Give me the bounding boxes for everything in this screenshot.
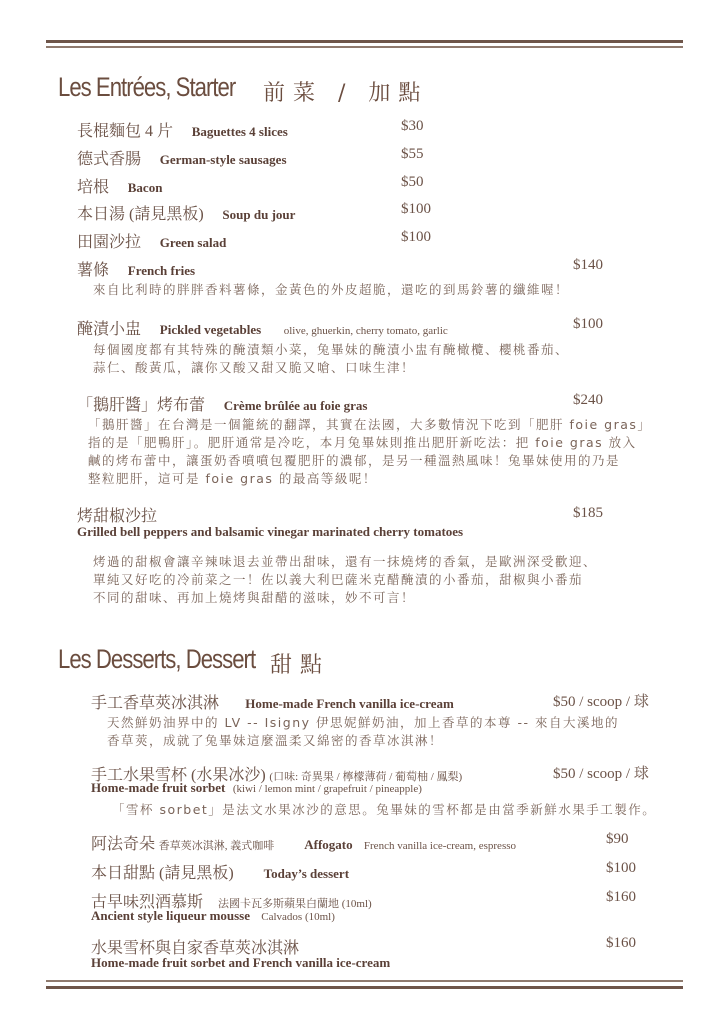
item-en: Ancient style liqueur mousse	[91, 908, 251, 923]
item-zh: 培根	[77, 179, 110, 196]
item-zh: 薯條	[77, 262, 110, 279]
menu-item	[77, 257, 195, 280]
item-description: 「鵝肝醬」在台灣是一個籠統的翻譯，其實在法國，大多數情況下吃到「肥肝 foie gras」 指的是「肥鴨肝」。肥肝通常是冷吃，本月兔畢妹則推出肥肝新吃法：把 foie gras 放入 鹹的烤布蕾中，讓蛋奶香噴噴包覆肥肝的濃郁，是另一種溫熱風味！兔畢妹使用的乃是 整粒肥肝，這可是 foie gras 的最高等級呢！	[88, 417, 652, 486]
item-price: $90	[606, 831, 629, 847]
item-en: Crème brûlée au foie gras	[223, 398, 368, 413]
menu-item-en-line	[91, 955, 390, 972]
item-en: German-style sausages	[159, 152, 287, 167]
top-rule-thin	[46, 46, 683, 48]
starters-title-en: Les Entrées, Starter	[58, 72, 236, 102]
item-description: 每個國度都有其特殊的醃漬類小菜，兔畢妹的醃漬小盅有醃橄欖、櫻桃番茄、 蒜仁、酸黃瓜，讓你又酸又甜又脆又嗆、口味生津！	[93, 342, 570, 375]
item-en: Grilled bell peppers and balsamic vinegar marinated cherry tomatoes	[77, 524, 464, 539]
item-zh-note: 法國卡瓦多斯蘋果白蘭地 (10ml)	[218, 898, 372, 910]
item-zh: 阿法奇朵	[91, 836, 156, 853]
item-en: Home-made fruit sorbet and French vanilla ice-cream	[91, 955, 391, 970]
item-price: $50 / scoop / 球	[553, 766, 649, 782]
item-price: $240	[573, 392, 603, 408]
item-zh: 田園沙拉	[77, 234, 142, 251]
item-price: $50	[401, 174, 424, 190]
menu-item	[91, 690, 454, 713]
item-zh: 烤甜椒沙拉	[77, 508, 158, 525]
item-description: 來自比利時的胖胖香料薯條，金黃色的外皮超脆，還吃的到馬鈴薯的纖維喔！	[93, 282, 570, 297]
item-zh: 手工水果雪杯 (水果冰沙)	[91, 767, 266, 784]
menu-item	[77, 146, 287, 169]
item-en: Soup du jour	[222, 207, 296, 222]
menu-item	[77, 229, 226, 252]
item-price: $160	[606, 935, 636, 951]
desserts-title-zh: 甜點	[270, 653, 331, 678]
item-zh: 德式香腸	[77, 151, 142, 168]
item-en: Baguettes 4 slices	[191, 124, 288, 139]
menu-item	[77, 174, 162, 197]
item-price: $100	[573, 316, 603, 332]
item-price: $100	[401, 229, 431, 245]
item-price: $100	[606, 860, 636, 876]
item-en: Green salad	[159, 235, 227, 250]
desserts-heading	[58, 644, 331, 678]
item-en: French fries	[127, 263, 196, 278]
menu-item-en-line	[91, 780, 422, 797]
item-en: Home-made fruit sorbet	[91, 780, 226, 795]
menu-item	[91, 860, 349, 883]
bottom-rule-thin	[46, 980, 683, 982]
bottom-rule-thick	[46, 986, 683, 989]
item-zh: 本日湯 (請見黑板)	[77, 206, 204, 223]
item-zh-note: 香草莢冰淇淋, 義式咖啡	[158, 840, 275, 852]
menu-item	[77, 201, 295, 224]
menu-item-en-line	[91, 908, 335, 925]
item-description: 天然鮮奶油界中的 LV -- Isigny 伊思妮鮮奶油，加上香草的本尊 -- 來自大溪地的 香草莢，成就了兔畢妹這麼溫柔又綿密的香草冰淇淋！	[107, 715, 619, 748]
menu-item	[77, 503, 157, 526]
desserts-title-en: Les Desserts, Dessert	[58, 644, 256, 674]
item-zh: 本日甜點 (請見黑板)	[91, 865, 234, 882]
item-en: Affogato	[304, 837, 353, 852]
starters-heading	[58, 72, 429, 106]
item-zh: 「鵝肝醬」烤布蕾	[77, 397, 206, 414]
item-price: $185	[573, 505, 603, 521]
item-price: $160	[606, 889, 636, 905]
item-note: (kiwi / lemon mint / grapefruit / pineapple)	[232, 783, 422, 795]
item-zh: 水果雪杯與自家香草莢冰淇淋	[91, 940, 300, 957]
item-price: $100	[401, 201, 431, 217]
item-note: olive, ghuerkin, cherry tomato, garlic	[283, 325, 448, 337]
item-note: Calvados (10ml)	[261, 911, 335, 923]
item-price: $50 / scoop / 球	[553, 694, 649, 710]
item-price: $55	[401, 146, 424, 162]
top-rule-thick	[46, 40, 683, 43]
item-note: French vanilla ice-cream, espresso	[363, 840, 517, 852]
item-description: 烤過的甜椒會讓辛辣味退去並帶出甜味，還有一抹燒烤的香氣，是歐洲深受歡迎、 單純又好吃的冷前菜之一！佐以義大利巴薩米克醋醃漬的小番茄，甜椒與小番茄 不同的甜味、再加上燒烤與甜醋的滋味，妙不可言！	[93, 554, 598, 605]
item-en: Home-made French vanilla ice-cream	[245, 696, 454, 711]
item-zh: 古早味烈酒慕斯	[91, 894, 204, 911]
item-zh: 手工香草莢冰淇淋	[91, 695, 220, 712]
item-en: Bacon	[127, 180, 163, 195]
item-description: 「雪杯 sorbet」是法文水果冰沙的意思。兔畢妹的雪杯都是由當季新鮮水果手工製作。	[112, 802, 657, 817]
menu-item	[77, 316, 448, 339]
item-zh-note: (口味: 奇異果 / 檸檬薄荷 / 葡萄柚 / 鳳梨)	[269, 771, 463, 783]
menu-item-en-line	[77, 524, 463, 541]
item-en: Today’s dessert	[263, 866, 350, 881]
starters-title-zh: 前菜 / 加點	[263, 81, 429, 106]
item-price: $30	[401, 118, 424, 134]
menu-item	[77, 118, 288, 141]
item-zh: 醃漬小盅	[77, 321, 142, 338]
menu-item	[77, 392, 367, 415]
item-en: Pickled vegetables	[159, 322, 262, 337]
item-zh: 長棍麵包 4 片	[77, 123, 174, 140]
item-price: $140	[573, 257, 603, 273]
menu-item	[91, 831, 516, 854]
